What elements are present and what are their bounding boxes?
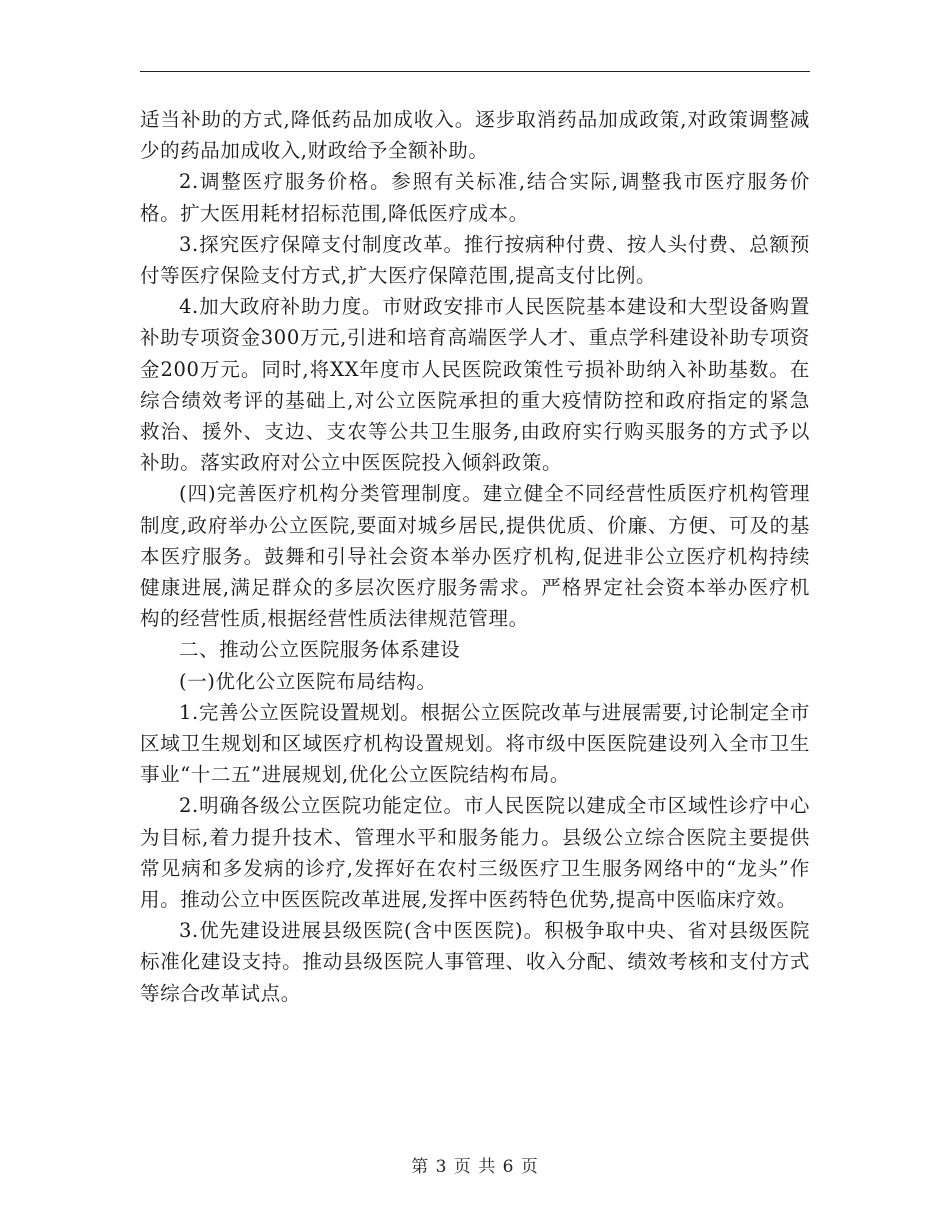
paragraph: (四)完善医疗机构分类管理制度。建立健全不同经营性质医疗机构管理制度,政府举办公立医院,要面对城乡居民,提供优质、价廉、方便、可及的基本医疗服务。鼓舞和引导社会资本举办医疗机构,促进非公立医疗机构持续健康进展,满足群众的多层次医疗服务需求。严格界定社会资本举办医疗机构的经营性质,根据经营性质法律规范管理。 [140,482,810,631]
section-heading: 二、推动公立医院服务体系建设 [179,638,461,662]
paragraph: 3.优先建设进展县级医院(含中医医院)。积极争取中央、省对县级医院标准化建设支持。推动县级医院人事管理、收入分配、绩效考核和支付方式等综合改革试点。 [140,919,810,1005]
header-rule [140,71,810,72]
paragraph: 4.加大政府补助力度。市财政安排市人民医院基本建设和大型设备购置补助专项资金300万元,引进和培育高端医学人才、重点学科建设补助专项资金200万元。同时,将XX年度市人民医院政策性亏损补助纳入补助基数。在综合绩效考评的基础上,对公立医院承担的重大疫情防控和政府指定的紧急救治、援外、支边、支农等公共卫生服务,由政府实行购买服务的方式予以补助。落实政府对公立中医医院投入倾斜政策。 [140,295,810,475]
paragraph: 适当补助的方式,降低药品加成收入。逐步取消药品加成政策,对政策调整减少的药品加成收入,财政给予全额补助。 [140,108,810,163]
subsection-heading: (一)优化公立医院布局结构。 [179,669,437,693]
paragraph: 2.调整医疗服务价格。参照有关标准,结合实际,调整我市医疗服务价格。扩大医用耗材招标范围,降低医疗成本。 [140,170,810,225]
paragraph: 1.完善公立医院设置规划。根据公立医院改革与进展需要,讨论制定全市区域卫生规划和区域医疗机构设置规划。将市级中医医院建设列入全市卫生事业“十二五”进展规划,优化公立医院结构布局。 [140,700,810,787]
document-body [140,104,810,1009]
paragraph: 2.明确各级公立医院功能定位。市人民医院以建成全市区域性诊疗中心为目标,着力提升技术、管理水平和服务能力。县级公立综合医院主要提供常见病和多发病的诊疗,发挥好在农村三级医疗卫生服务网络中的“龙头”作用。推动公立中医医院改革进展,发挥中医药特色优势,提高中医临床疗效。 [140,794,810,912]
paragraph: 3.探究医疗保障支付制度改革。推行按病种付费、按人头付费、总额预付等医疗保险支付方式,扩大医疗保障范围,提高支付比例。 [140,232,810,288]
page-number: 第 3 页 共 6 页 [411,1157,539,1177]
